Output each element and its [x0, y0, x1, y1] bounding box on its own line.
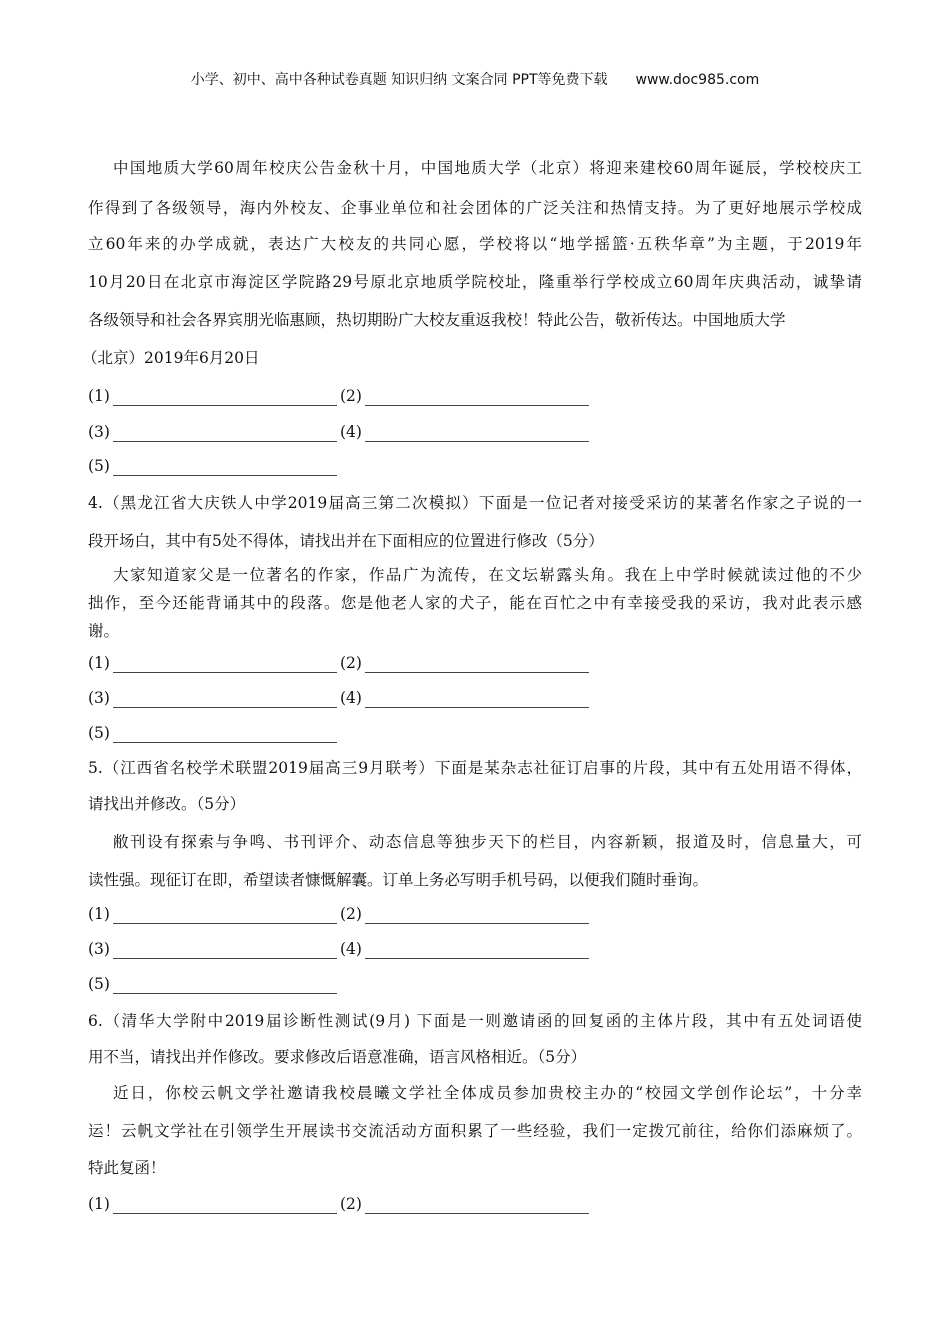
answer-blank[interactable] [113, 693, 337, 708]
blank-number: (3) [88, 423, 110, 441]
paragraph-line: 特此复函！ [88, 1159, 166, 1177]
question-line: 用不当，请找出并作修改。要求修改后语意准确，语言风格相近。（5分） [88, 1048, 587, 1066]
question-line: 4.（黑龙江省大庆铁人中学2019届高三第二次模拟）下面是一位记者对接受采访的某著名作家之子说的一 [88, 494, 862, 512]
answer-blank[interactable] [365, 427, 589, 442]
blank-number: (5) [88, 724, 110, 742]
header-text: 小学、初中、高中各种试卷真题 知识归纳 文案合同 PPT等免费下载 [190, 72, 608, 88]
paragraph-line: 读性强。现征订在即，希望读者慷慨解囊。订单上务必写明手机号码，以便我们随时垂询。 [88, 871, 709, 889]
answer-blank[interactable] [365, 658, 589, 673]
paragraph-line: 作得到了各级领导，海内外校友、企事业单位和社会团体的广泛关注和热情支持。为了更好地展示学校成 [88, 199, 862, 217]
blank-number: (2) [340, 1195, 362, 1213]
answer-blank[interactable] [113, 979, 337, 994]
answer-blank[interactable] [113, 658, 337, 673]
answer-row [88, 422, 592, 442]
blank-number: (1) [88, 1195, 110, 1213]
answer-row [88, 904, 592, 924]
answer-blank[interactable] [365, 391, 589, 406]
blank-number: (3) [88, 689, 110, 707]
answer-blank[interactable] [113, 391, 337, 406]
blank-number: (1) [88, 387, 110, 405]
answer-blank[interactable] [365, 693, 589, 708]
blank-number: (5) [88, 975, 110, 993]
blank-number: (1) [88, 905, 110, 923]
paragraph-line: 拙作，至今还能背诵其中的段落。您是他老人家的犬子，能在百忙之中有幸接受我的采访，我对此表示感 [88, 594, 862, 612]
paragraph-line: 10月20日在北京市海淀区学院路29号原北京地质学院校址，隆重举行学校成立60周年庆典活动，诚挚请 [88, 273, 862, 291]
answer-row [88, 974, 340, 994]
answer-row [88, 1194, 592, 1214]
answer-row [88, 688, 592, 708]
question-line: 5.（江西省名校学术联盟2019届高三9月联考）下面是某杂志社征订启事的片段，其中有五处用语不得体， [88, 759, 862, 777]
question-line: 6.（清华大学附中2019届诊断性测试(9月) 下面是一则邀请函的回复函的主体片段，其中有五处词语使 [88, 1012, 862, 1030]
answer-blank[interactable] [113, 728, 337, 743]
answer-row [88, 653, 592, 673]
answer-blank[interactable] [113, 427, 337, 442]
paragraph-line: 谢。 [88, 622, 120, 640]
answer-blank[interactable] [113, 461, 337, 476]
blank-number: (4) [340, 689, 362, 707]
answer-blank[interactable] [113, 944, 337, 959]
answer-blank[interactable] [113, 909, 337, 924]
question-line: 请找出并修改。（5分） [88, 795, 246, 813]
blank-number: (4) [340, 940, 362, 958]
answer-row [88, 939, 592, 959]
paragraph-line: 各级领导和社会各界宾朋光临惠顾，热切期盼广大校友重返我校！特此公告，敬祈传达。中国地质大学 [88, 311, 786, 329]
answer-row [88, 386, 592, 406]
answer-blank[interactable] [365, 909, 589, 924]
paragraph-line: 敝刊设有探索与争鸣、书刊评介、动态信息等独步天下的栏目，内容新颖，报道及时，信息量大，可 [113, 833, 862, 851]
paragraph-line: 中国地质大学60周年校庆公告金秋十月，中国地质大学（北京）将迎来建校60周年诞辰，学校校庆工 [113, 159, 862, 177]
paragraph-line: 大家知道家父是一位著名的作家，作品广为流传，在文坛崭露头角。我在上中学时候就读过他的不少 [113, 566, 862, 584]
blank-number: (1) [88, 654, 110, 672]
answer-blank[interactable] [365, 944, 589, 959]
paragraph-line: 运！云帆文学社在引领学生开展读书交流活动方面积累了一些经验，我们一定拨冗前往，给你们添麻烦了。 [88, 1122, 862, 1140]
blank-number: (2) [340, 905, 362, 923]
paragraph-line: （北京）2019年6月20日 [82, 349, 260, 367]
blank-number: (2) [340, 654, 362, 672]
paragraph-line: 立60年来的办学成就，表达广大校友的共同心愿，学校将以“地学摇篮·五秩华章”为主题，于2019年 [88, 235, 862, 253]
header-url: www.doc985.com [635, 72, 760, 88]
paragraph-line: 近日，你校云帆文学社邀请我校晨曦文学社全体成员参加贵校主办的“校园文学创作论坛”，十分幸 [113, 1084, 862, 1102]
blank-number: (3) [88, 940, 110, 958]
page-header [0, 69, 950, 89]
answer-row [88, 456, 340, 476]
answer-blank[interactable] [365, 1199, 589, 1214]
answer-row [88, 723, 340, 743]
blank-number: (4) [340, 423, 362, 441]
blank-number: (2) [340, 387, 362, 405]
blank-number: (5) [88, 457, 110, 475]
question-line: 段开场白，其中有5处不得体，请找出并在下面相应的位置进行修改（5分） [88, 532, 604, 550]
answer-blank[interactable] [113, 1199, 337, 1214]
